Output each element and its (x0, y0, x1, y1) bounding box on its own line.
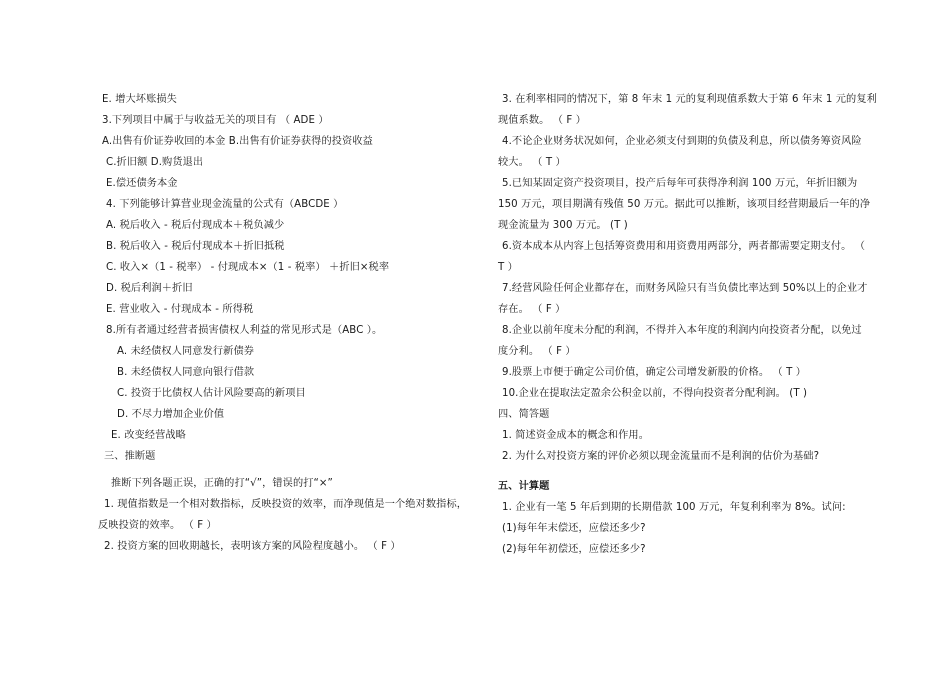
left-text-line: A. 税后收入 - 税后付现成本＋税负减少 (106, 220, 285, 231)
right-text-line: 较大。 （ T ） (498, 157, 566, 168)
left-text-line: 反映投资的效率。 （ F ） (98, 520, 217, 531)
left-text-line: 1. 现值指数是一个相对数指标，反映投资的效率，而净现值是一个绝对数指标， (104, 499, 468, 510)
right-text-line: (2)每年年初偿还，应偿还多少? (502, 544, 646, 555)
right-text-line: 9.股票上市便于确定公司价值，确定公司增发新股的价格。 （ T ） (502, 367, 807, 378)
left-text-line: D. 不尽力增加企业价值 (117, 409, 225, 420)
right-text-line: 4.不论企业财务状况如何，企业必须支付到期的负债及利息，所以债务筹资风险 (502, 136, 862, 147)
right-text-line: 10.企业在提取法定盈余公积金以前，不得向投资者分配利润。 (T ) (502, 388, 808, 399)
left-text-line: B. 未经债权人同意向银行借款 (117, 367, 255, 378)
left-text-line: C.折旧额 D.购货退出 (106, 157, 204, 168)
right-text-line: 五、计算题 (498, 481, 550, 492)
left-text-line: E. 营业收入 - 付现成本 - 所得税 (106, 304, 254, 315)
right-text-line: 7.经营风险任何企业都存在，而财务风险只有当负债比率达到 50%以上的企业才 (502, 283, 868, 294)
right-text-line: 1. 简述资金成本的概念和作用。 (502, 430, 649, 441)
right-text-line: 8.企业以前年度未分配的利润，不得并入本年度的利润内向投资者分配，以免过 (502, 325, 862, 336)
left-text-line: 3.下列项目中属于与收益无关的项目有 （ ADE ） (102, 115, 329, 126)
left-text-line: E. 改变经营战略 (111, 430, 186, 441)
right-text-line: 150 万元，项目期满有残值 50 万元。据此可以推断，该项目经营期最后一年的净 (498, 199, 871, 210)
left-text-line: B. 税后收入 - 税后付现成本＋折旧抵税 (106, 241, 285, 252)
left-text-line: 推断下列各题正误，正确的打“√”，错误的打“×” (111, 478, 333, 489)
left-text-line: C. 投资于比债权人估计风险要高的新项目 (117, 388, 306, 399)
right-text-line: 3. 在利率相同的情况下，第 8 年末 1 元的复利现值系数大于第 6 年末 1 元的复利 (502, 94, 877, 105)
left-text-line: D. 税后利润＋折旧 (106, 283, 193, 294)
right-text-line: (1)每年年末偿还，应偿还多少? (502, 523, 646, 534)
right-text-line: 存在。 （ F ） (498, 304, 566, 315)
left-text-line: A. 未经债权人同意发行新债券 (117, 346, 255, 357)
right-text-line: 现值系数。 （ F ） (498, 115, 586, 126)
right-text-line: T ） (498, 262, 518, 273)
left-text-line: C. 收入×（1 - 税率） - 付现成本×（1 - 税率） ＋折旧×税率 (106, 262, 390, 273)
right-text-line: 度分利。 （ F ） (498, 346, 576, 357)
right-text-line: 现金流量为 300 万元。 (T ) (498, 220, 628, 231)
right-text-line: 6.资本成本从内容上包括筹资费用和用资费用两部分，两者都需要定期支付。 （ (502, 241, 866, 252)
right-text-line: 5.已知某固定资产投资项目，投产后每年可获得净利润 100 万元，年折旧额为 (502, 178, 858, 189)
left-text-line: 三、推断题 (104, 451, 156, 462)
left-text-line: A.出售有价证券收回的本金 B.出售有价证券获得的投资收益 (102, 136, 373, 147)
right-text-line: 2. 为什么对投资方案的评价必须以现金流量而不是利润的估价为基础? (502, 451, 820, 462)
right-text-line: 四、简答题 (498, 409, 550, 420)
left-text-line: E.偿还债务本金 (106, 178, 178, 189)
left-text-line: 4. 下列能够计算营业现金流量的公式有（ABCDE ） (106, 199, 344, 210)
right-text-line: 1. 企业有一笔 5 年后到期的长期借款 100 万元，年复利利率为 8%。试问: (502, 502, 846, 513)
left-text-line: 2. 投资方案的回收期越长，表明该方案的风险程度越小。 （ F ） (104, 541, 401, 552)
left-text-line: 8.所有者通过经营者损害债权人利益的常见形式是（ABC ）。 (106, 325, 383, 336)
left-text-line: E. 增大坏账损失 (102, 94, 177, 105)
